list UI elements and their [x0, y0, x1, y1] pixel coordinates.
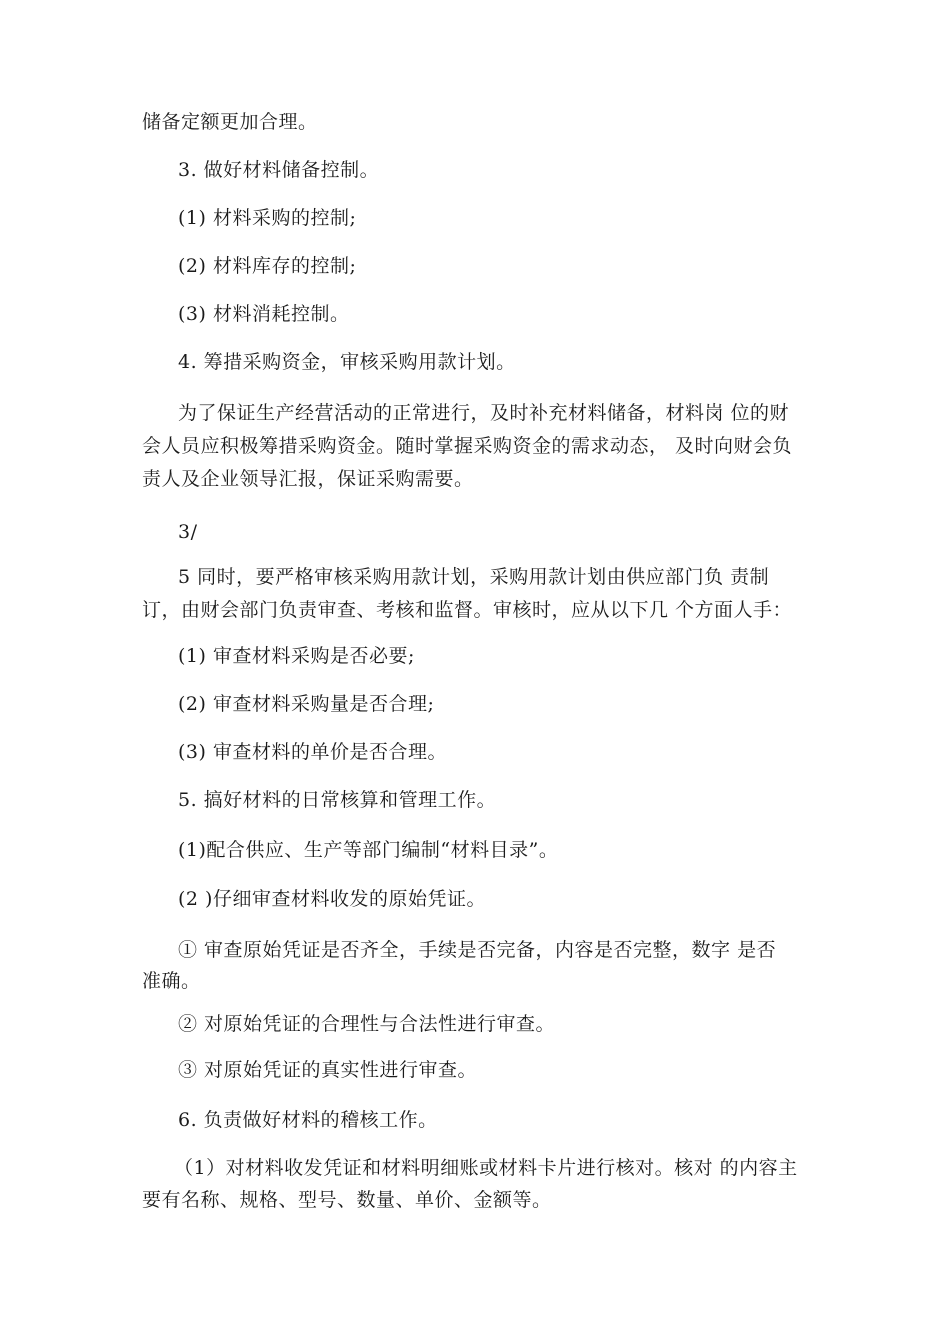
list-item: (1) 材料采购的控制;: [178, 207, 357, 229]
list-item: (2) 材料库存的控制;: [178, 255, 357, 277]
page-number: 3/: [178, 521, 198, 543]
section-heading: 4. 筹措采购资金，审核采购用款计划。: [178, 351, 516, 373]
list-item: ③ 对原始凭证的真实性进行审查。: [178, 1059, 478, 1081]
body-text-line: 责人及企业领导汇报，保证采购需要。: [142, 468, 474, 490]
body-text-line: （1）对材料收发凭证和材料明细账或材料卡片进行核对。核对 的内容主: [174, 1157, 798, 1179]
section-heading: 3. 做好材料储备控制。: [178, 159, 380, 181]
list-item: (2 )仔细审查材料收发的原始凭证。: [178, 888, 486, 910]
body-text-line: 为了保证生产经营活动的正常进行，及时补充材料储备，材料岗 位的财: [178, 402, 790, 424]
list-item: (3) 审查材料的单价是否合理。: [178, 741, 447, 763]
body-text-line: ① 审查原始凭证是否齐全，手续是否完备，内容是否完整，数字 是否: [178, 939, 777, 961]
list-item: (1)配合供应、生产等部门编制“材料目录”。: [178, 839, 559, 861]
body-text-line: 准确。: [142, 970, 201, 992]
section-heading: 6. 负责做好材料的稽核工作。: [178, 1109, 438, 1131]
body-text-line: 会人员应积极筹措采购资金。随时掌握采购资金的需求动态， 及时向财会负: [142, 435, 793, 457]
section-heading: 5. 搞好材料的日常核算和管理工作。: [178, 789, 497, 811]
list-item: (2) 审查材料采购量是否合理;: [178, 693, 435, 715]
list-item: (1) 审查材料采购是否必要;: [178, 645, 415, 667]
text-line: 储备定额更加合理。: [142, 111, 318, 133]
body-text-line: 5 同时，要严格审核采购用款计划，采购用款计划由供应部门负 责制: [178, 566, 770, 588]
list-item: (3) 材料消耗控制。: [178, 303, 350, 325]
list-item: ② 对原始凭证的合理性与合法性进行审查。: [178, 1013, 556, 1035]
body-text-line: 要有名称、规格、型号、数量、单价、金额等。: [142, 1189, 552, 1211]
body-text-line: 订，由财会部门负责审查、考核和监督。审核时，应从以下几 个方面人手：: [142, 599, 793, 621]
